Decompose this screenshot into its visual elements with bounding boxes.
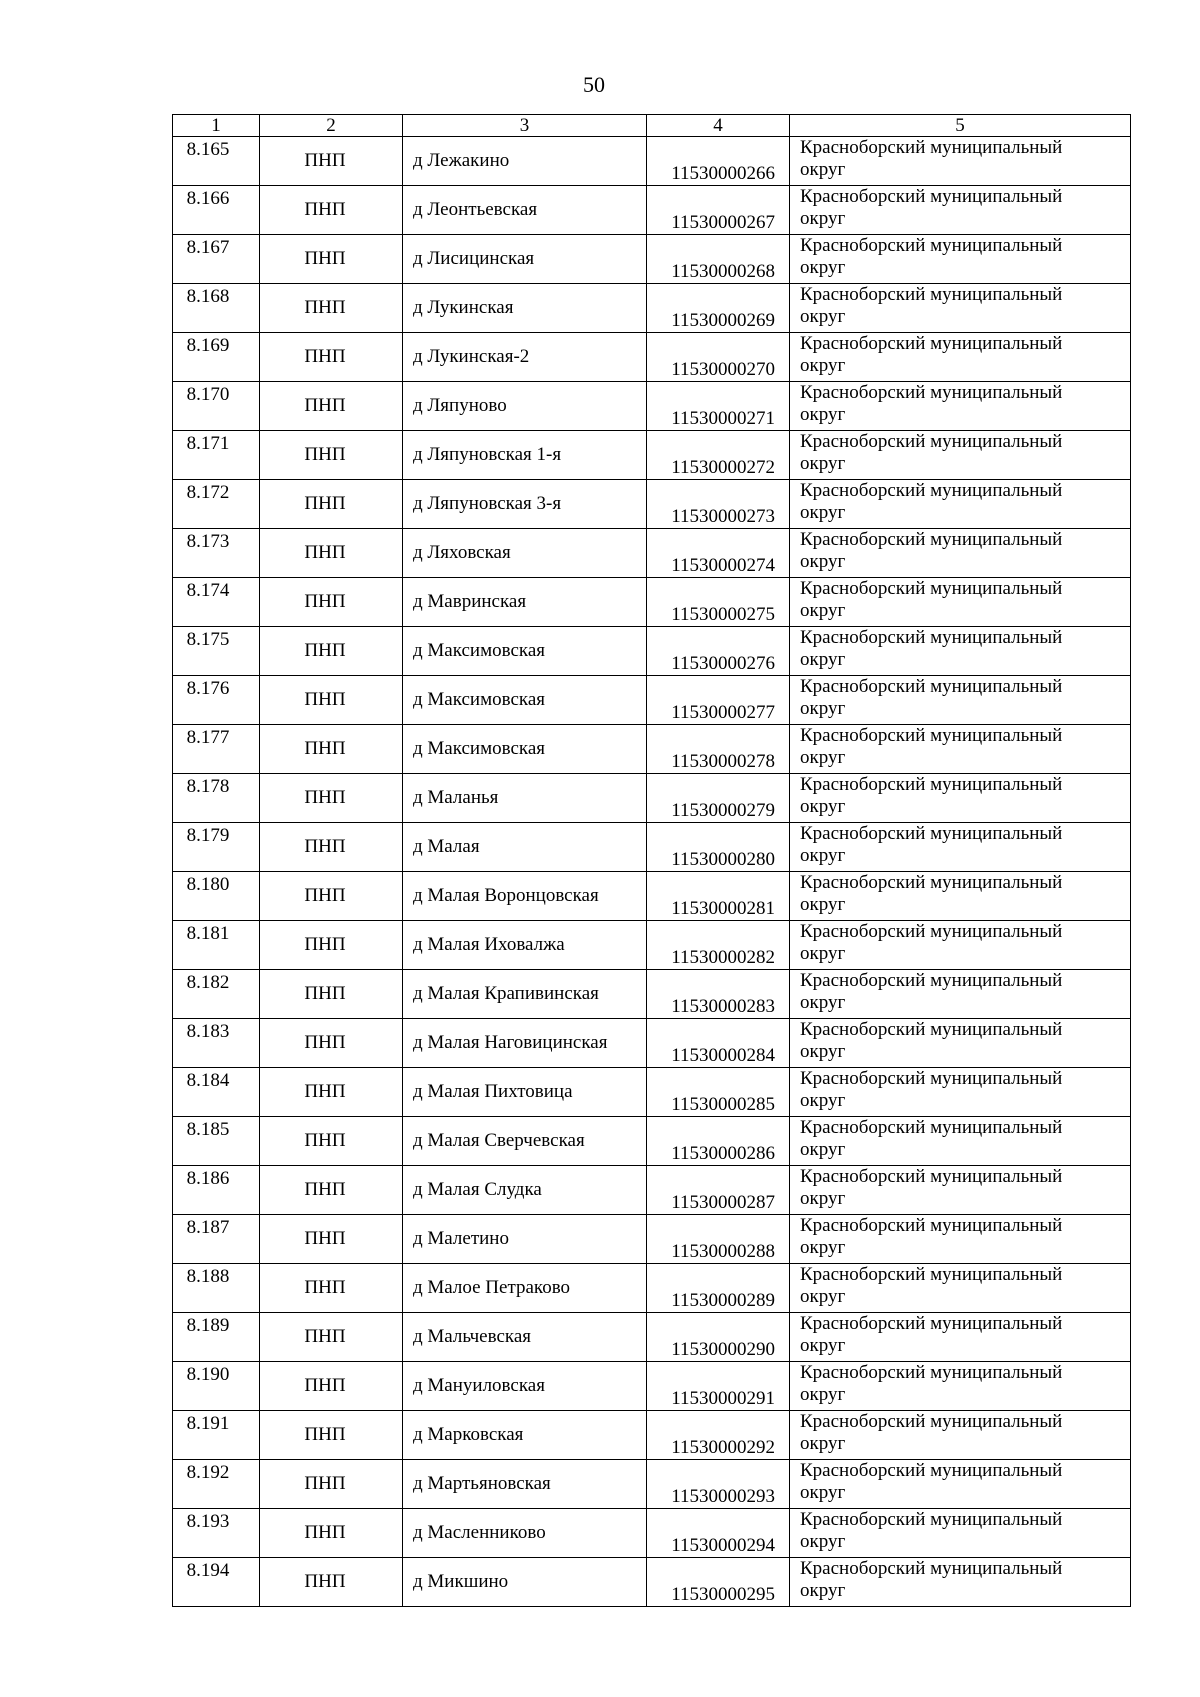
- column-header-1: 1: [173, 115, 260, 137]
- settlement-name: д Ляпуновская 1-я: [403, 431, 647, 480]
- district-cell: [790, 235, 1131, 284]
- settlement-name: д Малое Петраково: [403, 1264, 647, 1313]
- settlement-name: д Малая Пихтовица: [403, 1068, 647, 1117]
- settlement-code: 11530000289: [647, 1264, 790, 1313]
- table-row: [173, 333, 1131, 382]
- settlement-code: 11530000282: [647, 921, 790, 970]
- settlement-code: 11530000278: [647, 725, 790, 774]
- table-row: [173, 1166, 1131, 1215]
- settlement-type: ПНП: [260, 137, 403, 186]
- district-cell: [790, 382, 1131, 431]
- settlement-name: д Мавринская: [403, 578, 647, 627]
- settlement-type: ПНП: [260, 774, 403, 823]
- settlement-code: 11530000280: [647, 823, 790, 872]
- row-number: 8.169: [173, 333, 260, 382]
- column-header-4: 4: [647, 115, 790, 137]
- row-number: 8.186: [173, 1166, 260, 1215]
- column-header-2: 2: [260, 115, 403, 137]
- table-row: [173, 235, 1131, 284]
- district-name-line-2: округ: [800, 1433, 846, 1454]
- district-name-line-2: округ: [800, 551, 846, 572]
- row-number: 8.190: [173, 1362, 260, 1411]
- row-number: 8.184: [173, 1068, 260, 1117]
- settlement-code: 11530000270: [647, 333, 790, 382]
- district-cell: [790, 186, 1131, 235]
- settlement-name: д Марковская: [403, 1411, 647, 1460]
- district-name-line-2: округ: [800, 845, 846, 866]
- row-number: 8.192: [173, 1460, 260, 1509]
- district-cell: [790, 529, 1131, 578]
- table-row: [173, 627, 1131, 676]
- settlement-code: 11530000285: [647, 1068, 790, 1117]
- table-row: [173, 823, 1131, 872]
- table-row: [173, 578, 1131, 627]
- settlement-type: ПНП: [260, 823, 403, 872]
- row-number: 8.173: [173, 529, 260, 578]
- district-name-line-1: Красноборский муниципальный: [800, 921, 1063, 942]
- settlement-code: 11530000269: [647, 284, 790, 333]
- settlement-type: ПНП: [260, 1166, 403, 1215]
- settlement-name: д Малая Наговицинская: [403, 1019, 647, 1068]
- row-number: 8.188: [173, 1264, 260, 1313]
- district-name-line-2: округ: [800, 502, 846, 523]
- district-cell: [790, 1215, 1131, 1264]
- settlement-code: 11530000291: [647, 1362, 790, 1411]
- settlement-name: д Ляпуново: [403, 382, 647, 431]
- district-name-line-1: Красноборский муниципальный: [800, 186, 1063, 207]
- settlement-type: ПНП: [260, 921, 403, 970]
- district-name-line-2: округ: [800, 992, 846, 1013]
- table-row: [173, 480, 1131, 529]
- column-header-5: 5: [790, 115, 1131, 137]
- district-cell: [790, 725, 1131, 774]
- district-name-line-1: Красноборский муниципальный: [800, 235, 1063, 256]
- settlement-name: д Лисицинская: [403, 235, 647, 284]
- district-name-line-2: округ: [800, 796, 846, 817]
- district-cell: [790, 970, 1131, 1019]
- district-name-line-1: Красноборский муниципальный: [800, 1264, 1063, 1285]
- settlement-type: ПНП: [260, 676, 403, 725]
- district-cell: [790, 480, 1131, 529]
- settlement-code: 11530000275: [647, 578, 790, 627]
- row-number: 8.189: [173, 1313, 260, 1362]
- district-name-line-1: Красноборский муниципальный: [800, 1411, 1063, 1432]
- table-row: [173, 1117, 1131, 1166]
- settlement-code: 11530000274: [647, 529, 790, 578]
- settlement-code: 11530000292: [647, 1411, 790, 1460]
- district-name-line-1: Красноборский муниципальный: [800, 1558, 1063, 1579]
- settlement-code: 11530000290: [647, 1313, 790, 1362]
- district-name-line-1: Красноборский муниципальный: [800, 382, 1063, 403]
- table-row: [173, 1313, 1131, 1362]
- table-row: [173, 1509, 1131, 1558]
- district-cell: [790, 333, 1131, 382]
- settlement-name: д Малая Иховалжа: [403, 921, 647, 970]
- district-name-line-2: округ: [800, 1139, 846, 1160]
- district-name-line-1: Красноборский муниципальный: [800, 1313, 1063, 1334]
- settlement-code: 11530000286: [647, 1117, 790, 1166]
- settlement-type: ПНП: [260, 1509, 403, 1558]
- district-name-line-1: Красноборский муниципальный: [800, 284, 1063, 305]
- row-number: 8.172: [173, 480, 260, 529]
- settlement-type: ПНП: [260, 725, 403, 774]
- settlement-type: ПНП: [260, 431, 403, 480]
- settlement-type: ПНП: [260, 186, 403, 235]
- district-name-line-1: Красноборский муниципальный: [800, 1362, 1063, 1383]
- settlement-type: ПНП: [260, 529, 403, 578]
- district-cell: [790, 627, 1131, 676]
- district-name-line-2: округ: [800, 600, 846, 621]
- table-row: [173, 872, 1131, 921]
- row-number: 8.167: [173, 235, 260, 284]
- table-row: [173, 921, 1131, 970]
- district-cell: [790, 578, 1131, 627]
- settlement-name: д Масленниково: [403, 1509, 647, 1558]
- row-number: 8.181: [173, 921, 260, 970]
- row-number: 8.176: [173, 676, 260, 725]
- settlement-type: ПНП: [260, 1068, 403, 1117]
- settlement-type: ПНП: [260, 333, 403, 382]
- settlement-name: д Лукинская: [403, 284, 647, 333]
- district-name-line-1: Красноборский муниципальный: [800, 725, 1063, 746]
- row-number: 8.166: [173, 186, 260, 235]
- settlement-code: 11530000293: [647, 1460, 790, 1509]
- district-name-line-2: округ: [800, 159, 846, 180]
- district-name-line-2: округ: [800, 894, 846, 915]
- row-number: 8.170: [173, 382, 260, 431]
- settlement-type: ПНП: [260, 1313, 403, 1362]
- table-row: [173, 774, 1131, 823]
- settlement-code: 11530000268: [647, 235, 790, 284]
- settlement-type: ПНП: [260, 235, 403, 284]
- district-cell: [790, 1166, 1131, 1215]
- district-name-line-1: Красноборский муниципальный: [800, 333, 1063, 354]
- district-name-line-2: округ: [800, 453, 846, 474]
- district-cell: [790, 1460, 1131, 1509]
- table-row: [173, 382, 1131, 431]
- district-name-line-1: Красноборский муниципальный: [800, 1166, 1063, 1187]
- row-number: 8.175: [173, 627, 260, 676]
- row-number: 8.177: [173, 725, 260, 774]
- district-cell: [790, 1411, 1131, 1460]
- district-name-line-2: округ: [800, 355, 846, 376]
- district-cell: [790, 872, 1131, 921]
- settlement-code: 11530000294: [647, 1509, 790, 1558]
- table-row: [173, 1362, 1131, 1411]
- row-number: 8.194: [173, 1558, 260, 1607]
- district-name-line-2: округ: [800, 404, 846, 425]
- settlement-name: д Малая: [403, 823, 647, 872]
- district-name-line-1: Красноборский муниципальный: [800, 529, 1063, 550]
- district-cell: [790, 137, 1131, 186]
- district-name-line-2: округ: [800, 1580, 846, 1601]
- settlement-name: д Леонтьевская: [403, 186, 647, 235]
- district-name-line-2: округ: [800, 1090, 846, 1111]
- settlement-name: д Малая Воронцовская: [403, 872, 647, 921]
- district-name-line-1: Красноборский муниципальный: [800, 480, 1063, 501]
- row-number: 8.191: [173, 1411, 260, 1460]
- district-name-line-1: Красноборский муниципальный: [800, 1460, 1063, 1481]
- settlement-name: д Ляховская: [403, 529, 647, 578]
- settlement-registry-table: [172, 114, 1131, 1607]
- column-number-row: [173, 115, 1131, 137]
- table-row: [173, 186, 1131, 235]
- settlement-type: ПНП: [260, 1215, 403, 1264]
- column-header-3: 3: [403, 115, 647, 137]
- table-row: [173, 284, 1131, 333]
- district-name-line-2: округ: [800, 1335, 846, 1356]
- settlement-name: д Максимовская: [403, 725, 647, 774]
- settlement-type: ПНП: [260, 1362, 403, 1411]
- table-row: [173, 1019, 1131, 1068]
- table-row: [173, 137, 1131, 186]
- settlement-name: д Малая Слудка: [403, 1166, 647, 1215]
- district-name-line-1: Красноборский муниципальный: [800, 872, 1063, 893]
- settlement-type: ПНП: [260, 1117, 403, 1166]
- district-name-line-1: Красноборский муниципальный: [800, 1215, 1063, 1236]
- district-name-line-1: Красноборский муниципальный: [800, 970, 1063, 991]
- district-name-line-2: округ: [800, 208, 846, 229]
- table-row: [173, 970, 1131, 1019]
- district-name-line-2: округ: [800, 1188, 846, 1209]
- settlement-name: д Мартьяновская: [403, 1460, 647, 1509]
- district-name-line-1: Красноборский муниципальный: [800, 1509, 1063, 1530]
- district-name-line-2: округ: [800, 1531, 846, 1552]
- district-cell: [790, 921, 1131, 970]
- settlement-code: 11530000273: [647, 480, 790, 529]
- row-number: 8.168: [173, 284, 260, 333]
- district-cell: [790, 284, 1131, 333]
- row-number: 8.187: [173, 1215, 260, 1264]
- page-number: 50: [583, 72, 605, 97]
- district-cell: [790, 774, 1131, 823]
- district-cell: [790, 1117, 1131, 1166]
- settlement-code: 11530000284: [647, 1019, 790, 1068]
- district-name-line-1: Красноборский муниципальный: [800, 676, 1063, 697]
- district-name-line-1: Красноборский муниципальный: [800, 627, 1063, 648]
- table-row: [173, 725, 1131, 774]
- settlement-type: ПНП: [260, 1558, 403, 1607]
- settlement-code: 11530000267: [647, 186, 790, 235]
- table-row: [173, 1264, 1131, 1313]
- district-name-line-1: Красноборский муниципальный: [800, 1068, 1063, 1089]
- row-number: 8.174: [173, 578, 260, 627]
- settlement-type: ПНП: [260, 578, 403, 627]
- settlement-type: ПНП: [260, 284, 403, 333]
- district-cell: [790, 1019, 1131, 1068]
- district-name-line-1: Красноборский муниципальный: [800, 1117, 1063, 1138]
- row-number: 8.183: [173, 1019, 260, 1068]
- row-number: 8.178: [173, 774, 260, 823]
- settlement-type: ПНП: [260, 1019, 403, 1068]
- district-cell: [790, 1558, 1131, 1607]
- district-name-line-2: округ: [800, 649, 846, 670]
- settlement-name: д Максимовская: [403, 627, 647, 676]
- settlement-name: д Малетино: [403, 1215, 647, 1264]
- settlement-code: 11530000277: [647, 676, 790, 725]
- district-cell: [790, 431, 1131, 480]
- settlement-name: д Ляпуновская 3-я: [403, 480, 647, 529]
- district-name-line-1: Красноборский муниципальный: [800, 774, 1063, 795]
- district-cell: [790, 823, 1131, 872]
- settlement-code: 11530000295: [647, 1558, 790, 1607]
- settlement-code: 11530000272: [647, 431, 790, 480]
- district-name-line-2: округ: [800, 943, 846, 964]
- settlement-type: ПНП: [260, 1264, 403, 1313]
- row-number: 8.179: [173, 823, 260, 872]
- district-cell: [790, 676, 1131, 725]
- settlement-type: ПНП: [260, 970, 403, 1019]
- settlement-name: д Малая Крапивинская: [403, 970, 647, 1019]
- row-number: 8.165: [173, 137, 260, 186]
- district-cell: [790, 1264, 1131, 1313]
- district-name-line-1: Красноборский муниципальный: [800, 431, 1063, 452]
- settlement-code: 11530000271: [647, 382, 790, 431]
- settlement-code: 11530000281: [647, 872, 790, 921]
- district-cell: [790, 1313, 1131, 1362]
- table-row: [173, 1215, 1131, 1264]
- settlement-name: д Маланья: [403, 774, 647, 823]
- district-name-line-2: округ: [800, 1384, 846, 1405]
- row-number: 8.193: [173, 1509, 260, 1558]
- district-name-line-2: округ: [800, 698, 846, 719]
- district-name-line-2: округ: [800, 306, 846, 327]
- table-row: [173, 1411, 1131, 1460]
- district-name-line-2: округ: [800, 1041, 846, 1062]
- settlement-code: 11530000279: [647, 774, 790, 823]
- settlement-name: д Лукинская-2: [403, 333, 647, 382]
- settlement-type: ПНП: [260, 480, 403, 529]
- settlement-name: д Лежакино: [403, 137, 647, 186]
- settlement-code: 11530000276: [647, 627, 790, 676]
- district-name-line-2: округ: [800, 1482, 846, 1503]
- table-body: [173, 137, 1131, 1607]
- district-cell: [790, 1068, 1131, 1117]
- district-name-line-2: округ: [800, 747, 846, 768]
- district-name-line-2: округ: [800, 257, 846, 278]
- district-name-line-2: округ: [800, 1237, 846, 1258]
- settlement-code: 11530000266: [647, 137, 790, 186]
- settlement-name: д Мальчевская: [403, 1313, 647, 1362]
- district-name-line-1: Красноборский муниципальный: [800, 1019, 1063, 1040]
- row-number: 8.171: [173, 431, 260, 480]
- settlement-name: д Мануиловская: [403, 1362, 647, 1411]
- row-number: 8.180: [173, 872, 260, 921]
- table-row: [173, 1460, 1131, 1509]
- table-row: [173, 529, 1131, 578]
- settlement-type: ПНП: [260, 872, 403, 921]
- district-cell: [790, 1362, 1131, 1411]
- district-name-line-1: Красноборский муниципальный: [800, 823, 1063, 844]
- table-row: [173, 1558, 1131, 1607]
- settlement-code: 11530000288: [647, 1215, 790, 1264]
- district-name-line-2: округ: [800, 1286, 846, 1307]
- settlement-code: 11530000283: [647, 970, 790, 1019]
- settlement-type: ПНП: [260, 382, 403, 431]
- district-cell: [790, 1509, 1131, 1558]
- row-number: 8.182: [173, 970, 260, 1019]
- table-row: [173, 676, 1131, 725]
- settlement-name: д Микшино: [403, 1558, 647, 1607]
- district-name-line-1: Красноборский муниципальный: [800, 578, 1063, 599]
- table-row: [173, 431, 1131, 480]
- settlement-name: д Максимовская: [403, 676, 647, 725]
- settlement-type: ПНП: [260, 627, 403, 676]
- settlement-code: 11530000287: [647, 1166, 790, 1215]
- settlement-type: ПНП: [260, 1411, 403, 1460]
- row-number: 8.185: [173, 1117, 260, 1166]
- settlement-type: ПНП: [260, 1460, 403, 1509]
- district-name-line-1: Красноборский муниципальный: [800, 137, 1063, 158]
- settlement-name: д Малая Сверчевская: [403, 1117, 647, 1166]
- table-row: [173, 1068, 1131, 1117]
